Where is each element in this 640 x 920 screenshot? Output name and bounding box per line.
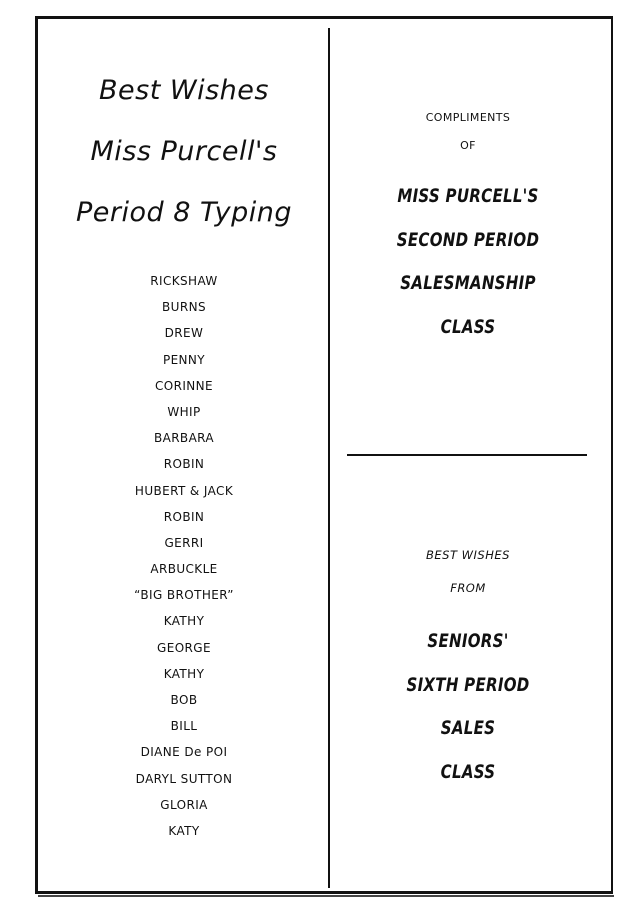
left-ad [40, 60, 328, 838]
heading-line-miss-purcells: MISS PURCELL'S [397, 185, 539, 207]
title-line-best-wishes: Best Wishes [99, 75, 269, 106]
title-line-miss-purcell: Miss Purcell's [90, 136, 278, 167]
list-item: BURNS [162, 300, 206, 315]
names-list [40, 268, 328, 844]
list-item: GEORGE [157, 640, 211, 655]
list-item: BOB [170, 693, 198, 707]
right-top-ad [330, 105, 606, 349]
from-text: FROM [450, 581, 486, 595]
list-item: DIANE De POI [140, 745, 228, 760]
section-divider [347, 454, 587, 456]
heading-line-seniors: SENIORS' [427, 630, 509, 652]
list-item: KATHY [163, 666, 205, 681]
list-item: “BIG BROTHER” [134, 588, 234, 603]
of-text: OF [460, 139, 476, 152]
list-item: CORINNE [154, 378, 214, 393]
heading-line-sales: SALES [440, 717, 496, 739]
list-item: GERRI [164, 535, 204, 550]
list-item: BARBARA [153, 431, 215, 446]
list-item: ROBIN [163, 457, 205, 472]
list-item: PENNY [162, 352, 206, 367]
list-item: DARYL SUTTON [135, 771, 233, 786]
list-item: BILL [170, 719, 198, 734]
list-item: HUBERT & JACK [134, 483, 234, 498]
compliments-text: COMPLIMENTS [425, 111, 511, 124]
list-item: KATHY [163, 614, 205, 629]
title-line-period-8-typing: Period 8 Typing [75, 197, 292, 228]
page-border-shadow [38, 895, 614, 897]
left-title [40, 60, 328, 243]
list-item: WHIP [167, 404, 201, 419]
heading-line-second-period: SECOND PERIOD [396, 228, 540, 251]
right-bottom-ad [330, 542, 606, 794]
heading-line-class: CLASS [440, 315, 496, 338]
list-item: GLORIA [160, 797, 208, 812]
heading-line-salesmanship: SALESMANSHIP [400, 272, 536, 294]
list-item: RICKSHAW [150, 274, 218, 288]
list-item: DREW [164, 326, 204, 341]
list-item: ROBIN [163, 509, 205, 524]
heading-line-class: CLASS [440, 760, 496, 783]
best-wishes-text: BEST WISHES [426, 548, 510, 562]
list-item: ARBUCKLE [150, 562, 218, 577]
list-item: KATY [168, 823, 200, 838]
heading-line-sixth-period: SIXTH PERIOD [406, 673, 530, 696]
